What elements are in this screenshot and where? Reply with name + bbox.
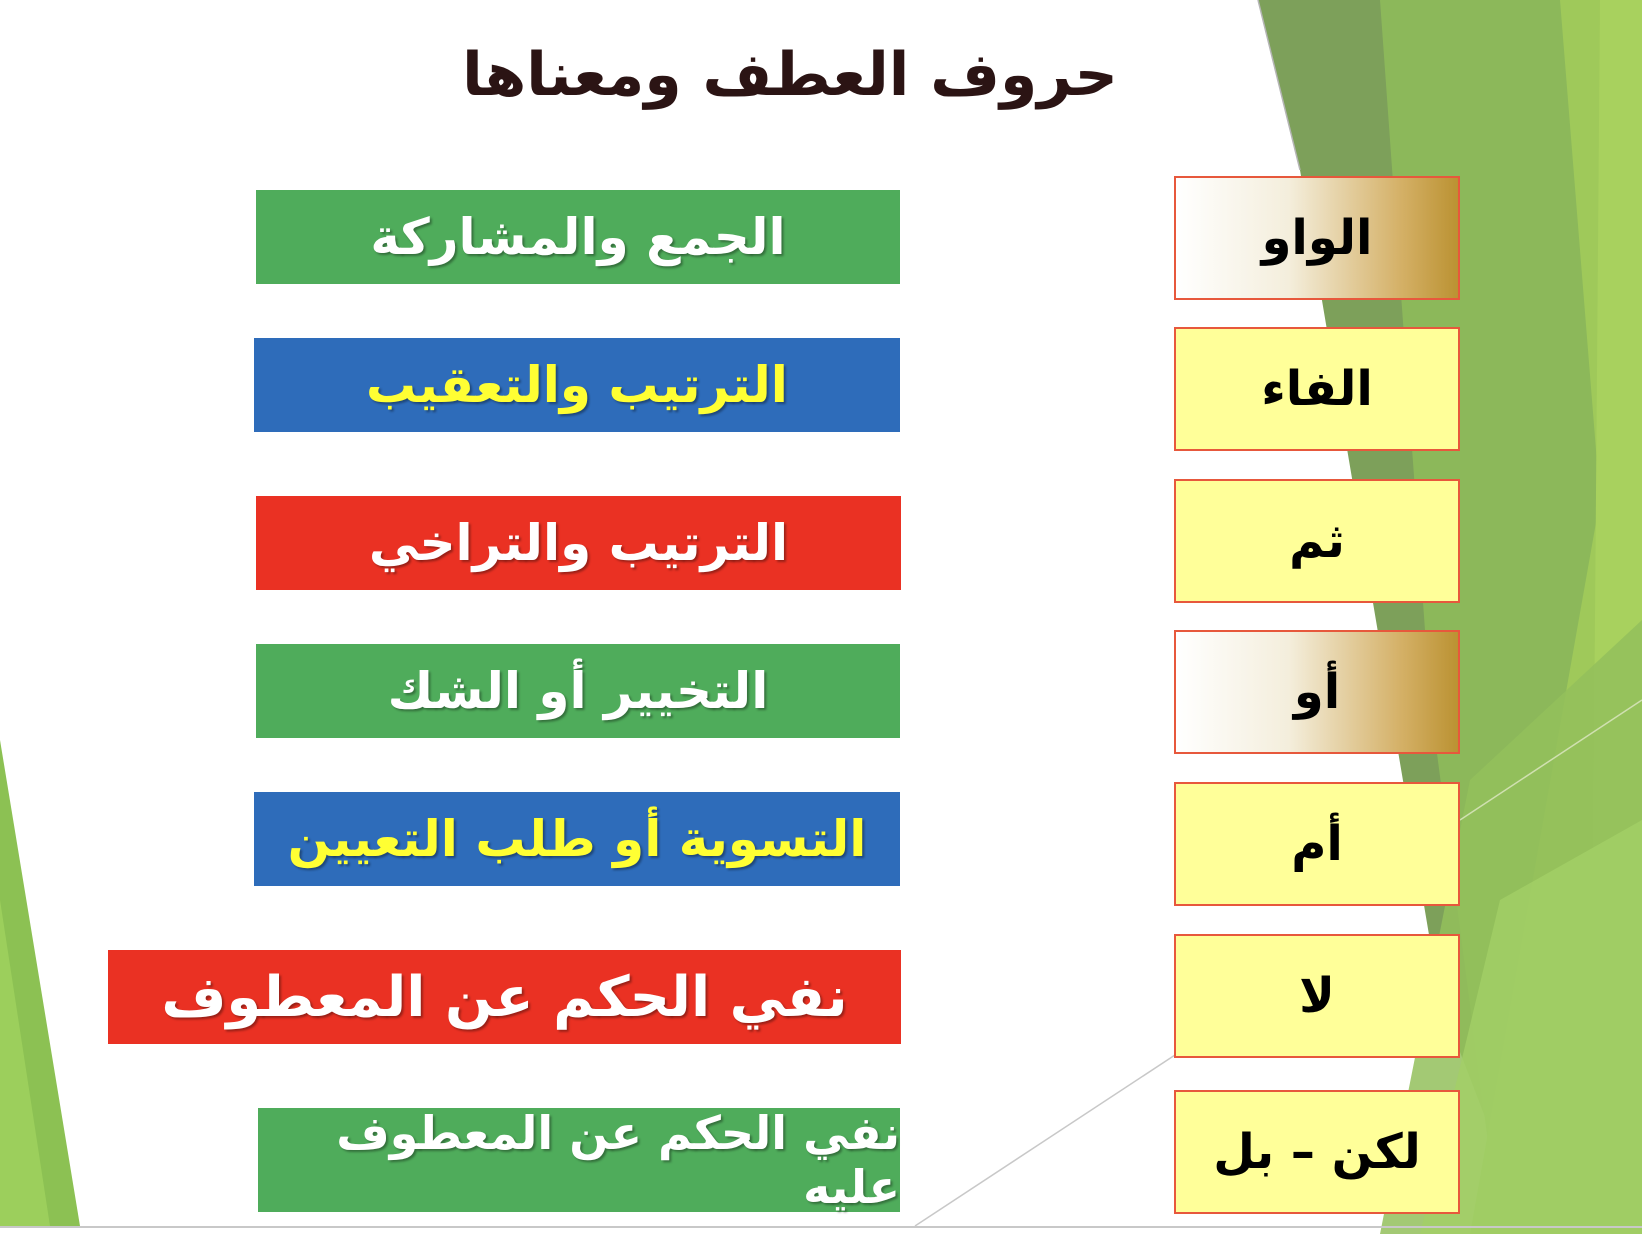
meaning-bar-faa: الترتيب والتعقيب (254, 338, 900, 432)
bg-line (915, 1055, 1175, 1226)
meaning-bar-am: التسوية أو طلب التعيين (254, 792, 900, 886)
meaning-bar-waw: الجمع والمشاركة (256, 190, 900, 284)
letter-box-aw: أو (1174, 630, 1460, 754)
letter-box-la: لا (1174, 934, 1460, 1058)
page-title: حروف العطف ومعناها (462, 40, 1118, 110)
bottom-divider (0, 1226, 1642, 1228)
meaning-bar-la: نفي الحكم عن المعطوف (108, 950, 901, 1044)
letter-box-faa: الفاء (1174, 327, 1460, 451)
letter-box-waw: الواو (1174, 176, 1460, 300)
meaning-bar-thumma: الترتيب والتراخي (256, 496, 901, 590)
letter-box-am: أم (1174, 782, 1460, 906)
meaning-bar-aw: التخيير أو الشك (256, 644, 900, 738)
letter-box-lakin-bal: لكن – بل (1174, 1090, 1460, 1214)
meaning-bar-lakin-bal: نفي الحكم عن المعطوف عليه (258, 1108, 900, 1212)
letter-box-thumma: ثم (1174, 479, 1460, 603)
